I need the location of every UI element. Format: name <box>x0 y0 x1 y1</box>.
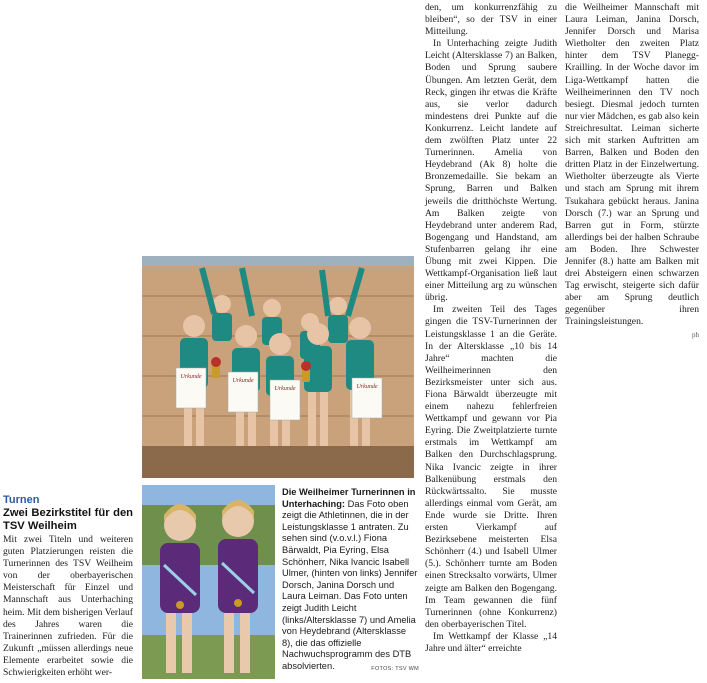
duo-photo <box>142 485 275 679</box>
article-paragraph: den, um konkurrenzfähig zu bleiben“, so der TSV in einer Mitteilung. <box>425 2 557 38</box>
article-column-middle <box>425 2 557 655</box>
photo-credit: FOTOS: TSV WM <box>371 665 419 672</box>
photo-caption <box>282 487 419 676</box>
author-signature: ph <box>692 330 699 339</box>
caption-lead: Die Weilheimer Turnerinnen in Unterhaching: <box>282 487 416 509</box>
certificate-label: Urkunde <box>356 384 378 390</box>
article-paragraph: die Weilheimer Mannschaft mit Laura Leiman, Janina Dorsch, Jennifer Dorsch und Marisa Wietholter den zweiten Platz hinter dem TSV Planegg-Krailling. In der Woche davor im Liga-Wettkampf hatten die Weilheimerinnen den TV noch besiegt. Diesmal jedoch turnten nur vier Mädchen, es gab also kein Streichresultat. Leiman sicherte sich mit starken Auftritten am Barren, Balken und Boden den dritten Platz in der Einzelwertung. Wietholter überzeugte als Vierte und stach am Sprung mit ihrem Tsukahara gebückt heraus. Janina Dorsch (7.) war an Sprung und Barren gut in Form, stürzte allerdings bei der halben Schraube am Boden. Ihre Schwester Jennifer (8.) hatte am Balken mit drei Absteigern einen schwarzen Tag erwischt, steigerte sich dafür aber am Sprung deutlich gegenüber ihren Trainingsleistungen. <box>565 2 700 328</box>
headline: Zwei Bezirkstitel für den TSV Weilheim <box>3 507 133 532</box>
rubric: Turnen <box>3 494 40 506</box>
article-column-left <box>3 494 133 679</box>
article-paragraph: Im zweiten Teil des Tages gingen die TSV-Turnerinnen der Leistungsklasse 1 an die Geräte. In der Altersklasse „10 bis 14 Jahre“ machten die Weilheimerinnen den Bezirksmeister unter sich aus. Fiona Bärwaldt überzeugte mit einem nahezu fehlerfreien Wettkampf und gewann vor Pia Eyring. Die Zweitplatzierte turnte erstmals im Wettkampf am Balken den Durchschlagsprung. Nika Ivancic zeigte in ihrer Balkenübung erstmals den Rückwärtssalto. Sie musste allerdings einmal vom Gerät, am Ende wurde sie Dritte. Ihren ersten Vierkampf auf Bezirksebene meisterten Elsa Schönherr (4.) und Isabell Ulmer (5.). Schönherr turnte am Boden einen Strecksalto vorwärts, Ulmer zeigte am Balken den Bogengang. Im Team gewannen die fünf Turnerinnen (ohne Konkurrenz) den oberbayerischen Titel. <box>425 304 557 630</box>
certificate-label: Urkunde <box>274 386 296 392</box>
certificate-label: Urkunde <box>232 378 254 384</box>
article-column-right <box>565 2 699 341</box>
article-paragraph: Im Wettkampf der Klasse „14 Jahre und älter“ erreichte <box>425 630 557 654</box>
caption-body: Das Foto oben zeigt die Athletinnen, die in der Leistungsklasse 1 antraten. Zu sehen sind (v.o.v.l.) Fiona Bärwaldt, Pia Eyring, Elsa Schönherr, Nika Ivancic Isabell Ulmer, (hinten von links) Jennifer Dorsch, Janina Dorsch und Laura Leiman. Das Foto unten zeigt Judith Leicht (links/Altersklasse 7) und Amelia von Heydebrand (Altersklasse 8), die das offizielle Nachwuchsprogramm des DTB absolvierten. <box>282 498 418 671</box>
certificate-label: Urkunde <box>180 374 202 380</box>
team-photo <box>142 256 414 478</box>
article-paragraph: Mit zwei Titeln und weiteren guten Platzierungen reisten die Turnerinnen des TSV Weilheim von der oberbayerischen Meisterschaft für Einzel und Mannschaft aus Unterhaching heim. Mit dem bisherigen Verlauf des Jahres waren die Trainerinnen zufrieden. Für die Zukunft „müssen allerdings neue Elemente erarbeitet sowie die Schwierigkeiten erhöht wer- <box>3 534 133 679</box>
article-paragraph: In Unterhaching zeigte Judith Leicht (Altersklasse 7) an Balken, Boden und Sprung saubere Übungen. Am letzten Gerät, dem Reck, gingen ihr etwas die Kräfte aus, sie verlor dadurch mindestens drei Punkte auf die Konkurrenz. Leicht landete auf dem zwölften Platz unter 22 Turnerinnen. Amelia von Heydebrand (Ak 8) holte die Bronzemedaille. Sie bekam an Sprung, Barren und Balken jeweils die dritthöchste Wertung. Am Balken zeigte von Heydebrand unter anderem Rad, Bogengang und Handstand, am Stufenbarren gelang ihr eine Übung mit zwei Kippen. Die Wettkampf-Organisation ließ laut einer Mitteilung arg zu wünschen übrig. <box>425 38 557 304</box>
